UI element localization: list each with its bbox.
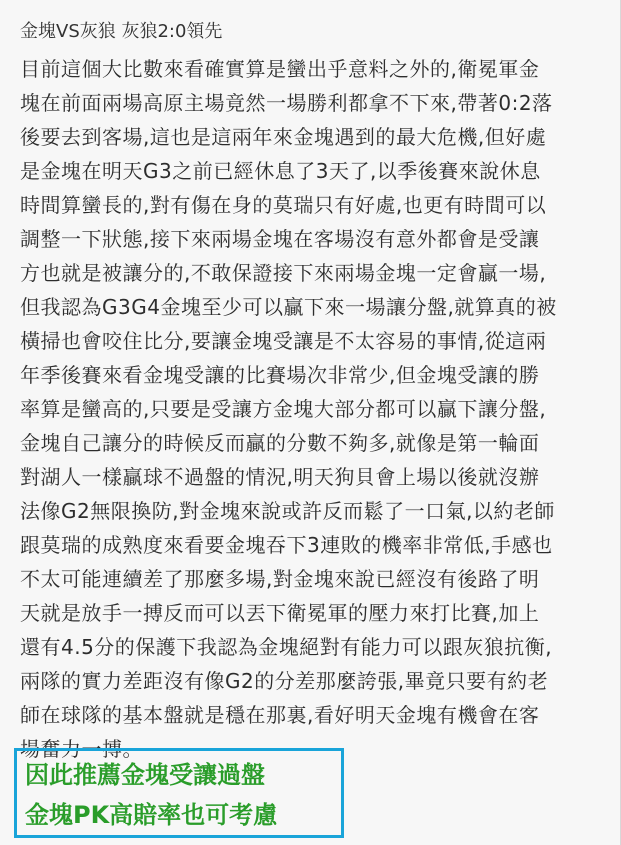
body-line: 對湖人一樣贏球不過盤的情況,明天狗貝會上場以後就沒辦: [20, 465, 540, 489]
body-line: 兩隊的實力差距沒有像G2的分差那麼誇張,畢竟只要有約老: [20, 669, 549, 693]
body-line: 還有4.5分的保護下我認為金塊絕對有能力可以跟灰狼抗衡,: [20, 635, 553, 659]
recommendation-line-1: 因此推薦金塊受讓過盤: [25, 761, 265, 789]
post-title: 金塊VS灰狼 灰狼2:0領先: [20, 21, 223, 42]
body-line: 跟莫瑞的成熟度來看要金塊吞下3連敗的機率非常低,手感也: [20, 533, 553, 557]
body-line: 天就是放手一搏反而可以丟下衛冕軍的壓力來打比賽,加上: [20, 601, 540, 625]
body-line: 年季後賽來看金塊受讓的比賽場次非常少,但金塊受讓的勝: [20, 363, 540, 387]
body-line: 目前這個大比數來看確實算是蠻出乎意料之外的,衛冕軍金: [20, 57, 540, 81]
body-line: 時間算蠻長的,對有傷在身的莫瑞只有好處,也更有時間可以: [20, 193, 547, 217]
body-line: 調整一下狀態,接下來兩場金塊在客場沒有意外都會是受讓: [20, 227, 540, 251]
body-line: 不太可能連續差了那麼多場,對金塊來說已經沒有後路了明: [20, 567, 540, 591]
body-line: 金塊自己讓分的時候反而贏的分數不夠多,就像是第一輪面: [20, 431, 540, 455]
body-line: 但我認為G3G4金塊至少可以贏下來一場讓分盤,就算真的被: [20, 295, 557, 319]
body-line: 是金塊在明天G3之前已經休息了3天了,以季後賽來說休息: [20, 159, 541, 183]
body-line: 後要去到客場,這也是這兩年來金塊遇到的最大危機,但好處: [20, 125, 547, 149]
body-line: 率算是蠻高的,只要是受讓方金塊大部分都可以贏下讓分盤,: [20, 397, 547, 421]
post-body: [20, 52, 610, 766]
body-line: 場奮力一搏。: [20, 737, 143, 761]
body-line: 方也就是被讓分的,不敢保證接下來兩場金塊一定會贏一場,: [20, 261, 547, 285]
body-line: 橫掃也會咬住比分,要讓金塊受讓是不太容易的事情,從這兩: [20, 329, 547, 353]
body-line: 法像G2無限換防,對金塊來說或許反而鬆了一口氣,以約老師: [20, 499, 555, 523]
body-line: 塊在前面兩場高原主場竟然一場勝利都拿不下來,帶著0:2落: [20, 91, 553, 115]
recommendation-line-2: 金塊PK高賠率也可考慮: [25, 801, 278, 829]
body-line: 師在球隊的基本盤就是穩在那裏,看好明天金塊有機會在客: [20, 703, 540, 727]
recommendation-box: [14, 748, 344, 838]
